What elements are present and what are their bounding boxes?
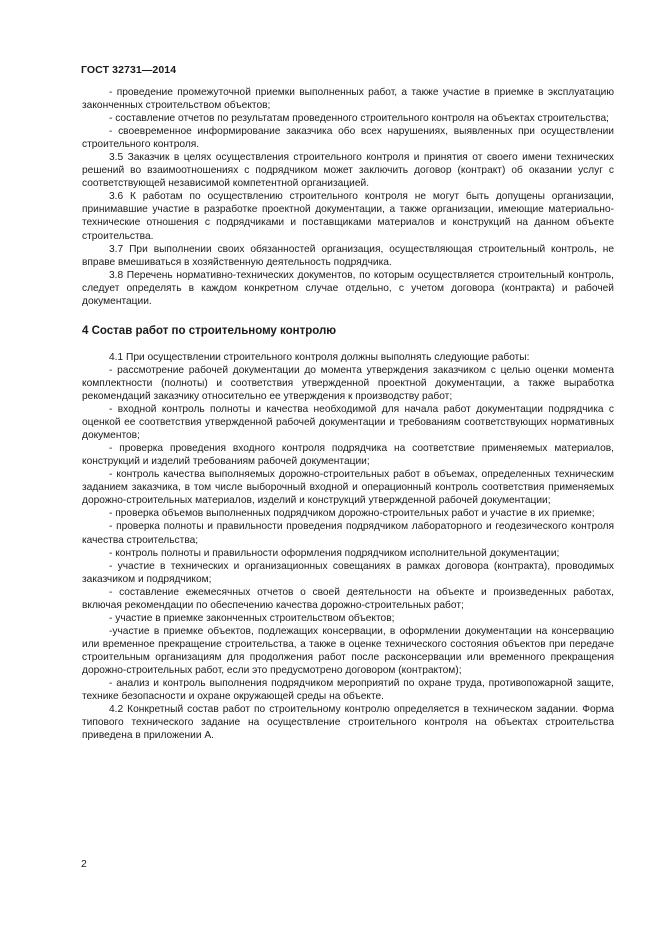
list-item: - входной контроль полноты и качества необходимой для начала работ документации подрядчика с оценкой ее соответствия утвержденной рабочей документации и требованиям соответствующих нормативных документов;	[82, 404, 614, 442]
paragraph: 3.6 К работам по осуществлению строительного контроля не могут быть допущены организации, принимавшие участие в разработке проектной документации, а также организации, имеющие материально-технические отношения с подрядчиками и поставщиками материалов и конструкций на данном объекте строительства.	[82, 191, 614, 242]
paragraph: 4.2 Конкретный состав работ по строительному контролю определяется в техническом задании. Форма типового технического задание на осуществление строительного контроля на объектах строительства приведена в приложении А.	[82, 704, 614, 742]
paragraph: 4.1 При осуществлении строительного контроля должны выполнять следующие работы:	[109, 351, 530, 363]
paragraph: 3.5 Заказчик в целях осуществления строительного контроля и принятия от своего имени технических решений во взаимоотношениях с подрядчиком может заключить договор (контракт) об оказании услуг с соответствующей независимой компетентной организацией.	[82, 152, 614, 190]
paragraph: 3.7 При выполнении своих обязанностей организация, осуществляющая строительный контроль, не вправе вмешиваться в хозяйственную деятельность подрядчика.	[82, 243, 614, 268]
section-heading: 4 Состав работ по строительному контролю	[82, 324, 337, 337]
list-item: - составление ежемесячных отчетов о своей деятельности на объекте и произведенных работах, включая рекомендации по обеспечению качества дорожно-строительных работ;	[82, 586, 614, 611]
list-item: - участие в технических и организационных совещаниях в рамках договора (контракта), проводимых заказчиком и подрядчиком;	[82, 560, 614, 585]
list-item: - контроль качества выполняемых дорожно-строительных работ в объемах, определенных техническим заданием заказчика, в том числе выборочный входной и операционный контроль соответствия применяемых дорожно-строительных материалов, изделий и конструкций утвержденной рабочей документации;	[82, 469, 614, 507]
document-body	[82, 86, 614, 742]
list-item: - проверка полноты и правильности проведения подрядчиком лабораторного и геодезического контроля качества строительства;	[82, 521, 614, 546]
list-item: -участие в приемке объектов, подлежащих консервации, в оформлении документации на консервацию или временное прекращение строительства, а также в оценке технического состояния объектов при передаче строительным организациям для продолжения работ после расконсервации или временного прекращения дорожно-строительных работ, если это предусмотрено договором (контрактом);	[82, 625, 614, 676]
list-item: - проверка проведения входного контроля подрядчика на соответствие применяемых материалов, конструкций и изделий требованиям рабочей документации;	[82, 443, 614, 468]
list-item: - участие в приемке законченных строительством объектов;	[109, 612, 395, 624]
document-code-header: ГОСТ 32731—2014	[81, 64, 177, 76]
paragraph: - своевременное информирование заказчика обо всех нарушениях, выявленных при осуществлении строительного контроля.	[82, 126, 614, 151]
paragraph: - проведение промежуточной приемки выполненных работ, а также участие в приемке в эксплуатацию законченных строительством объектов;	[82, 87, 614, 112]
paragraph: 3.8 Перечень нормативно-технических документов, по которым осуществляется строительный контроль, следует определять в каждом конкретном случае отдельно, с учетом договора (контракта) и рабочей документации.	[82, 269, 614, 307]
paragraph: - составление отчетов по результатам проведенного строительного контроля на объектах строительства;	[109, 113, 609, 125]
list-item: - контроль полноты и правильности оформления подрядчиком исполнительной документации;	[109, 547, 560, 559]
list-item: - рассмотрение рабочей документации до момента утверждения заказчиком с целью оценки момента комплектности (полноты) и соответствия утвержденной проектной документации, а также выработка рекомендаций заказчику относительно ее утверждения к производству работ;	[82, 364, 614, 402]
list-item: - проверка объемов выполненных подрядчиком дорожно-строительных работ и участие в их приемке;	[109, 508, 595, 520]
page-number: 2	[81, 858, 87, 870]
list-item: - анализ и контроль выполнения подрядчиком мероприятий по охране труда, противопожарной защите, технике безопасности и охране окружающей среды на объекте.	[82, 678, 614, 703]
